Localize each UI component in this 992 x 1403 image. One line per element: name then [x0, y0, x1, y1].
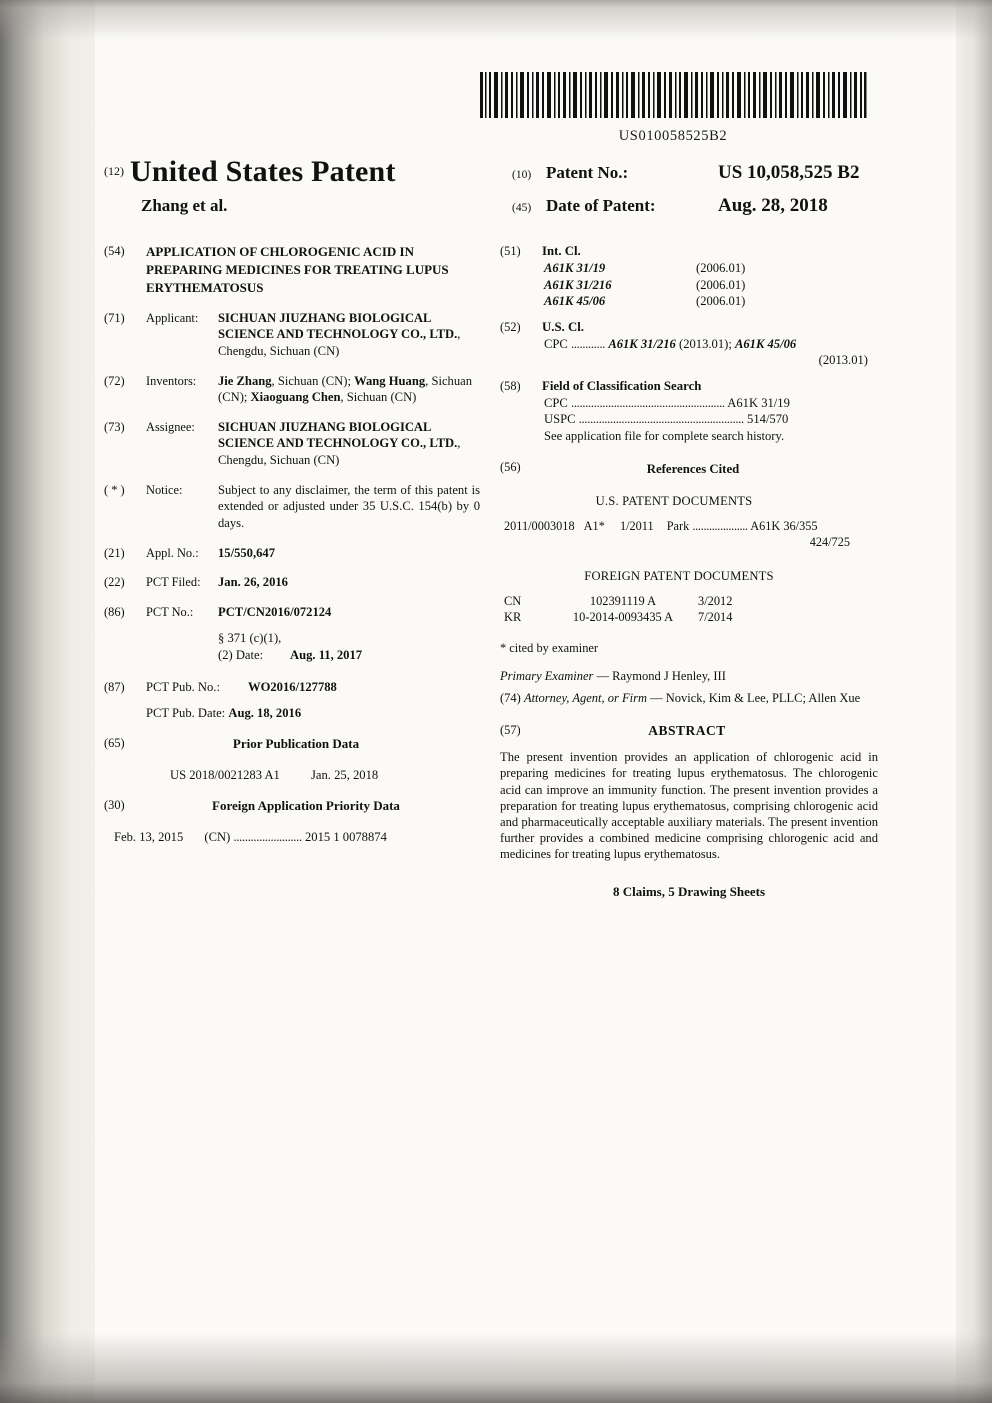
fpd-date: 3/2012	[698, 594, 733, 609]
bibliographic-right-column	[500, 243, 878, 900]
field-inventors-code: (72)	[104, 373, 125, 388]
fpd-country: CN	[504, 594, 522, 609]
foreign-priority-heading: Foreign Application Priority Data	[212, 797, 400, 813]
int-cl-row	[544, 293, 878, 310]
field-notice-label: Notice:	[146, 482, 183, 497]
patent-number-value: US 10,058,525 B2	[718, 162, 860, 183]
patent-number-row	[512, 162, 892, 184]
attorney-label: Attorney, Agent, or Firm	[523, 690, 647, 705]
field-notice-text: Subject to any disclaimer, the term of this patent is extended or adjusted under 35 U.S.C. 154(b) by 0 days.	[218, 482, 480, 530]
ref-class: A61K 36/355	[750, 519, 818, 534]
inventor-3-loc: , Sichuan (CN)	[340, 390, 417, 405]
us-cl-value-2: A61K 45/06	[734, 336, 797, 351]
us-cl-cpc-label: CPC	[544, 336, 568, 351]
fpd-number: 102391119 A	[589, 594, 657, 609]
int-cl-code-1: A61K 31/19	[544, 260, 606, 275]
primary-examiner-line	[500, 668, 878, 685]
field-classification-search	[500, 378, 878, 445]
uspc-search-dots: ..........................................................	[578, 412, 744, 427]
field-pct-pub-value: WO2016/127788	[248, 679, 337, 694]
inventor-short-name: Zhang et al.	[141, 196, 228, 215]
field-prior-publication	[104, 735, 480, 758]
field-references-cited	[500, 459, 878, 487]
field-us-cl-code: (52)	[500, 319, 521, 334]
inventor-1-loc: , Sichuan (CN);	[271, 373, 355, 388]
foreign-priority-date: Feb. 13, 2015	[114, 829, 184, 844]
us-cl-version-1: (2013.01);	[679, 336, 735, 351]
inventor-2-name: Wang Huang	[354, 373, 426, 388]
us-patent-documents-heading: U.S. PATENT DOCUMENTS	[595, 494, 753, 509]
field-371-date-value: Aug. 11, 2017	[290, 647, 363, 662]
field-int-cl-label: Int. Cl.	[542, 244, 581, 258]
int-cl-version-1: (2006.01)	[696, 260, 746, 275]
attorney-dash: —	[646, 690, 666, 705]
field-pct-pub-label: PCT Pub. No.:	[146, 679, 220, 694]
references-cited-heading: References Cited	[646, 461, 740, 476]
abstract-heading-row	[500, 722, 878, 740]
primary-examiner-dash: —	[593, 669, 613, 684]
attorney-value: Novick, Kim & Lee, PLLC; Allen Xue	[665, 690, 861, 705]
field-assignee-code: (73)	[104, 419, 125, 434]
foreign-priority-country: (CN)	[204, 829, 231, 844]
field-applicant-value	[218, 310, 480, 360]
field-pct-no-value: PCT/CN2016/072124	[218, 604, 332, 619]
uspc-search-label: USPC	[544, 412, 576, 427]
fpd-number: 10-2014-0093435 A	[572, 610, 674, 625]
field-classification-search-code: (58)	[500, 378, 521, 393]
ref-name: Park	[666, 519, 690, 534]
field-title-code: (54)	[104, 244, 125, 258]
abstract-heading: ABSTRACT	[648, 723, 726, 739]
foreign-patent-documents-heading: FOREIGN PATENT DOCUMENTS	[584, 569, 774, 584]
field-title-text: APPLICATION OF CHLOROGENIC ACID IN PREPARING MEDICINES FOR TREATING LUPUS ERYTHEMATOSUS	[146, 244, 449, 295]
patent-header-right	[512, 162, 892, 228]
field-applicant	[104, 310, 480, 360]
field-classification-search-label: Field of Classification Search	[542, 378, 702, 393]
us-cl-cpc-row	[544, 336, 878, 353]
field-pct-pub-date-value: Aug. 18, 2016	[228, 706, 302, 721]
field-pct-filed-label: PCT Filed:	[146, 575, 201, 590]
cpc-search-dots: ......................................................	[570, 395, 725, 410]
table-row	[504, 609, 878, 625]
page-title: United States Patent	[130, 155, 396, 188]
us-cl-dots: ............	[570, 336, 606, 351]
int-cl-code-3: A61K 45/06	[544, 294, 606, 309]
patent-number-label: Patent No.:	[546, 163, 629, 182]
field-371-label: § 371 (c)(1),	[218, 631, 282, 646]
field-us-cl	[500, 319, 878, 369]
bibliographic-left-column	[104, 243, 480, 858]
patent-date-value: Aug. 28, 2018	[718, 195, 828, 216]
cited-by-examiner-note: * cited by examiner	[500, 640, 599, 655]
table-row	[504, 518, 878, 534]
field-inventors	[104, 373, 480, 406]
ref-subclass: 424/725	[809, 535, 850, 550]
field-us-cl-label: U.S. Cl.	[542, 319, 584, 334]
abstract-text: The present invention provides an application of chlorogenic acid in preparing medicines for treating lupus erythematosus. The chlorogenic acid can improve an immunity function. The present invention provides a preparation for treating lupus erythematosus, comprising chlorogenic acid and pharmaceutically acceptable auxiliary materials. The present invention further provides a combined medicine comprising chlorogenic acid and medicines for treating lupus erythematosus.	[500, 750, 878, 862]
barcode-block	[478, 72, 868, 145]
inventor-2-loc: , Sichuan (CN);	[218, 373, 473, 405]
applicant-address: , Chengdu, Sichuan (CN)	[218, 327, 461, 359]
field-applicant-label: Applicant:	[146, 310, 199, 325]
field-appl-no-code: (21)	[104, 545, 125, 560]
field-371-date-label: (2) Date:	[218, 647, 264, 662]
assignee-address: , Chengdu, Sichuan (CN)	[218, 436, 461, 468]
patent-date-row	[512, 195, 892, 217]
assignee-name: SICHUAN JIUZHANG BIOLOGICAL SCIENCE AND TECHNOLOGY CO., LTD.	[218, 419, 458, 451]
field-pct-pub	[104, 679, 480, 722]
field-int-cl-code: (51)	[500, 244, 521, 258]
field-notice-code: ( * )	[104, 482, 125, 497]
ref-dots: ....................	[692, 519, 748, 534]
field-pct-no-code: (86)	[104, 604, 125, 619]
foreign-priority-dots: ........................	[233, 829, 302, 844]
barcode-image	[478, 72, 868, 118]
field-pct-no	[104, 604, 480, 666]
abstract-code: (57)	[500, 723, 521, 738]
int-cl-row	[544, 260, 878, 277]
cpc-search-label: CPC	[544, 395, 568, 410]
patent-date-label: Date of Patent:	[546, 196, 656, 215]
foreign-priority-row	[104, 829, 480, 846]
field-pct-filed	[104, 574, 480, 591]
primary-examiner-value: Raymond J Henley, III	[612, 669, 726, 684]
field-appl-no-value: 15/550,647	[218, 545, 276, 560]
uspc-search-value: 514/570	[747, 412, 789, 427]
prior-publication-number: US 2018/0021283 A1	[170, 767, 280, 782]
ref-date: 1/2011	[619, 519, 654, 534]
us-cl-version-2: (2013.01)	[818, 353, 868, 368]
classification-search-row	[544, 395, 878, 412]
int-cl-code-2: A61K 31/216	[544, 277, 612, 292]
field-assignee-label: Assignee:	[146, 419, 195, 434]
patent-number-code: (10)	[512, 169, 532, 181]
int-cl-version-2: (2006.01)	[696, 277, 746, 292]
field-inventors-label: Inventors:	[146, 373, 197, 388]
foreign-priority-number: 2015 1 0078874	[305, 829, 387, 844]
field-assignee-value	[218, 419, 480, 469]
field-pct-no-label: PCT No.:	[146, 604, 194, 619]
field-title	[104, 243, 480, 297]
int-cl-row	[544, 277, 878, 294]
cpc-search-value: A61K 31/19	[727, 395, 790, 410]
fpd-date: 7/2014	[698, 610, 733, 625]
claims-drawings-line: 8 Claims, 5 Drawing Sheets	[612, 883, 766, 899]
field-pct-filed-value: Jan. 26, 2016	[218, 575, 288, 590]
field-int-cl	[500, 243, 878, 310]
ref-kind: A1*	[583, 519, 605, 534]
field-notice	[104, 482, 480, 532]
classification-search-note: See application file for complete search history.	[544, 428, 785, 443]
prior-publication-date: Jan. 25, 2018	[311, 767, 379, 782]
prior-publication-row	[104, 767, 480, 784]
field-pct-pub-code: (87)	[104, 679, 125, 694]
kind-code: (12)	[104, 163, 124, 178]
prior-publication-heading: Prior Publication Data	[232, 735, 360, 751]
barcode-number: US010058525B2	[618, 128, 728, 144]
attorney-code: (74)	[500, 690, 521, 705]
field-foreign-priority-code: (30)	[104, 797, 125, 812]
attorney-line	[500, 690, 878, 707]
field-assignee	[104, 419, 480, 469]
patent-header-left	[104, 155, 524, 216]
inventor-3-name: Xiaoguang Chen	[250, 390, 341, 405]
int-cl-version-3: (2006.01)	[696, 294, 746, 309]
field-foreign-priority	[104, 797, 480, 820]
fpd-country: KR	[504, 610, 522, 625]
applicant-name: SICHUAN JIUZHANG BIOLOGICAL SCIENCE AND TECHNOLOGY CO., LTD.	[218, 310, 458, 342]
classification-search-row	[544, 411, 878, 428]
field-pct-pub-date-label: PCT Pub. Date:	[146, 706, 226, 721]
field-pct-filed-code: (22)	[104, 575, 125, 590]
primary-examiner-label: Primary Examiner	[500, 669, 594, 684]
field-references-code: (56)	[500, 459, 521, 474]
inventor-1-name: Jie Zhang	[218, 373, 272, 388]
field-prior-pub-code: (65)	[104, 735, 125, 750]
ref-number: 2011/0003018	[504, 519, 575, 534]
field-appl-no	[104, 545, 480, 562]
patent-date-code: (45)	[512, 202, 532, 214]
us-cl-value-1: A61K 31/216	[608, 336, 676, 351]
field-inventors-value	[218, 373, 480, 406]
field-applicant-code: (71)	[104, 310, 125, 325]
field-appl-no-label: Appl. No.:	[146, 545, 199, 560]
table-row	[504, 593, 878, 609]
